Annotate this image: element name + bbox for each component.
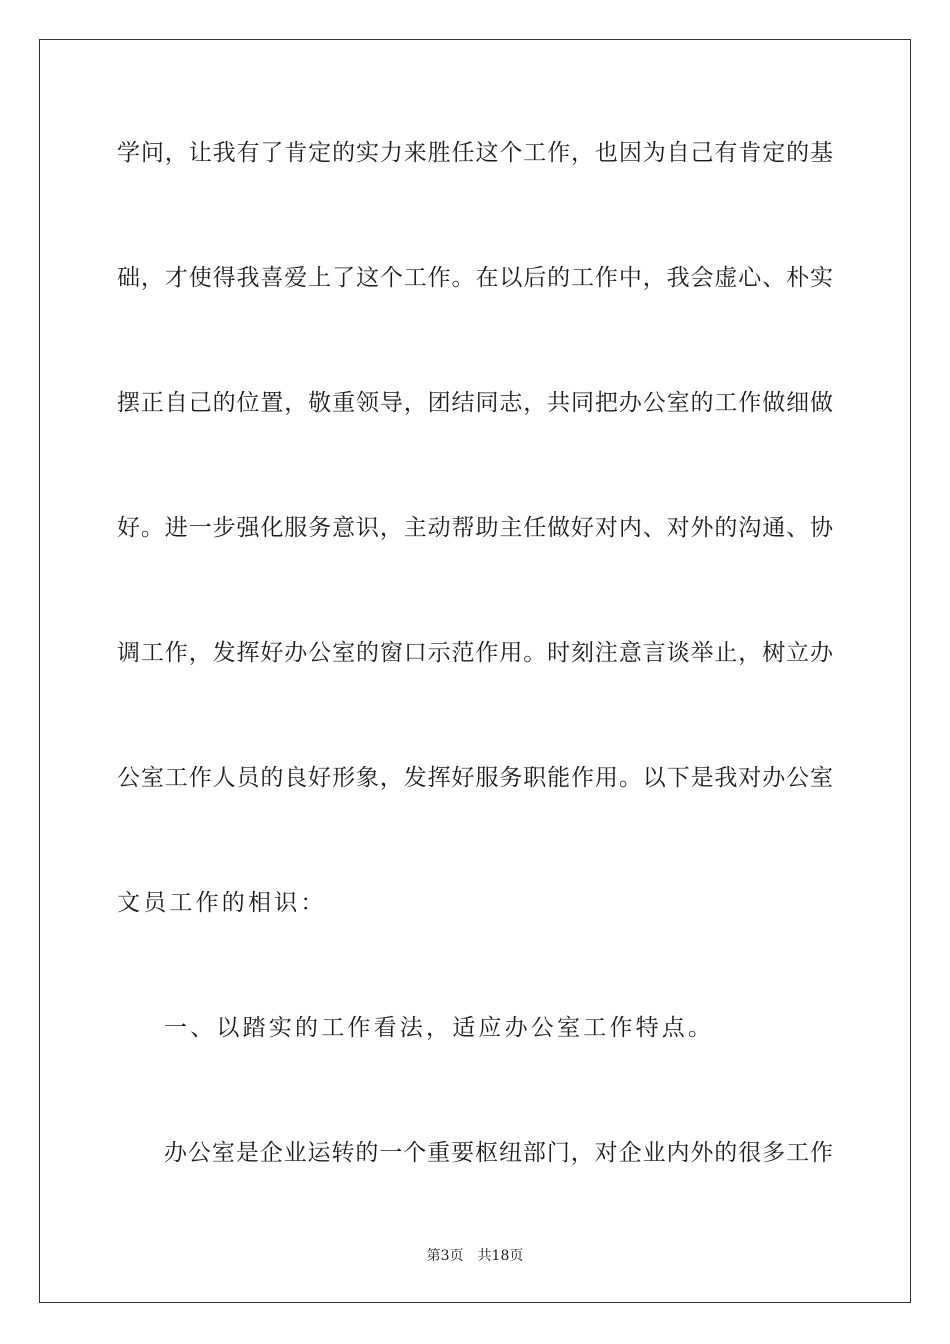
page-total: 共18页 bbox=[477, 1248, 524, 1264]
page-number: 第3页 bbox=[426, 1248, 464, 1264]
body-line-2: 础，才使得我喜爱上了这个工作。在以后的工作中，我会虚心、朴实 bbox=[117, 265, 833, 291]
body-line-4: 好。进一步强化服务意识，主动帮助主任做好对内、对外的沟通、协 bbox=[117, 515, 833, 541]
body-line-6: 公室工作人员的良好形象，发挥好服务职能作用。以下是我对办公室 bbox=[117, 765, 833, 791]
body-line-3: 摆正自己的位置，敬重领导，团结同志，共同把办公室的工作做细做 bbox=[117, 390, 833, 416]
body-line-5: 调工作，发挥好办公室的窗口示范作用。时刻注意言谈举止，树立办 bbox=[117, 640, 833, 666]
section-heading: 一、以踏实的工作看法，适应办公室工作特点。 bbox=[164, 1015, 715, 1041]
page-border bbox=[39, 39, 911, 1303]
body-line-9: 办公室是企业运转的一个重要枢纽部门，对企业内外的很多工作 bbox=[164, 1140, 833, 1166]
page-footer bbox=[0, 1246, 950, 1266]
body-line-7: 文员工作的相识： bbox=[117, 890, 327, 916]
body-line-1: 学问，让我有了肯定的实力来胜任这个工作，也因为自己有肯定的基 bbox=[117, 140, 833, 166]
